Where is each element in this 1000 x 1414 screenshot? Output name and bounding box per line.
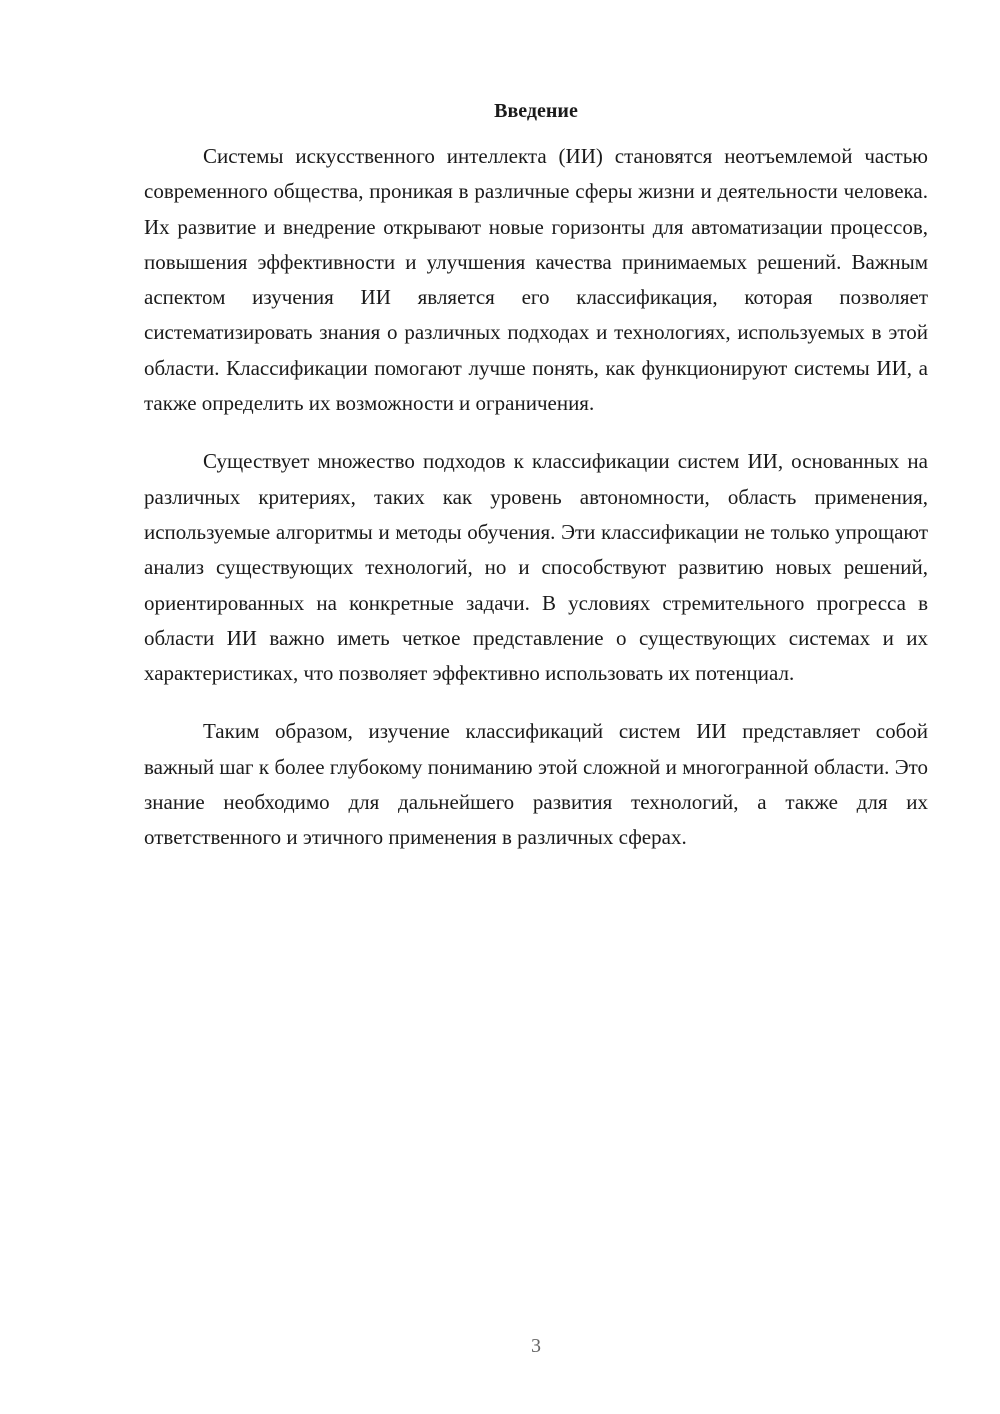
paragraph-2: Существует множество подходов к классификации систем ИИ, основанных на различных критериях, таких как уровень автономности, область применения, используемые алгоритмы и методы обучения. Эти классификации не только упрощают анализ существующих технологий, но и способствуют развитию новых решений, ориентированных на конкретные задачи. В условиях стремительного прогресса в области ИИ важно иметь четкое представление о существующих системах и их характеристиках, что позволяет эффективно использовать их потенциал. <box>144 449 928 686</box>
paragraph-1: Системы искусственного интеллекта (ИИ) становятся неотъемлемой частью современного общества, проникая в различные сферы жизни и деятельности человека. Их развитие и внедрение открывают новые горизонты для автоматизации процессов, повышения эффективности и улучшения качества принимаемых решений. Важным аспектом изучения ИИ является его классификация, которая позволяет систематизировать знания о различных подходах и технологиях, используемых в этой области. Классификации помогают лучше понять, как функционируют системы ИИ, а также определить их возможности и ограничения. <box>144 144 928 416</box>
paragraph-3: Таким образом, изучение классификаций систем ИИ представляет собой важный шаг к более глубокому пониманию этой сложной и многогранной области. Это знание необходимо для дальнейшего развития технологий, а также для их ответственного и этичного применения в различных сферах. <box>144 719 928 850</box>
section-heading: Введение <box>494 100 578 122</box>
page-number: 3 <box>531 1335 541 1357</box>
page-content <box>144 95 928 879</box>
